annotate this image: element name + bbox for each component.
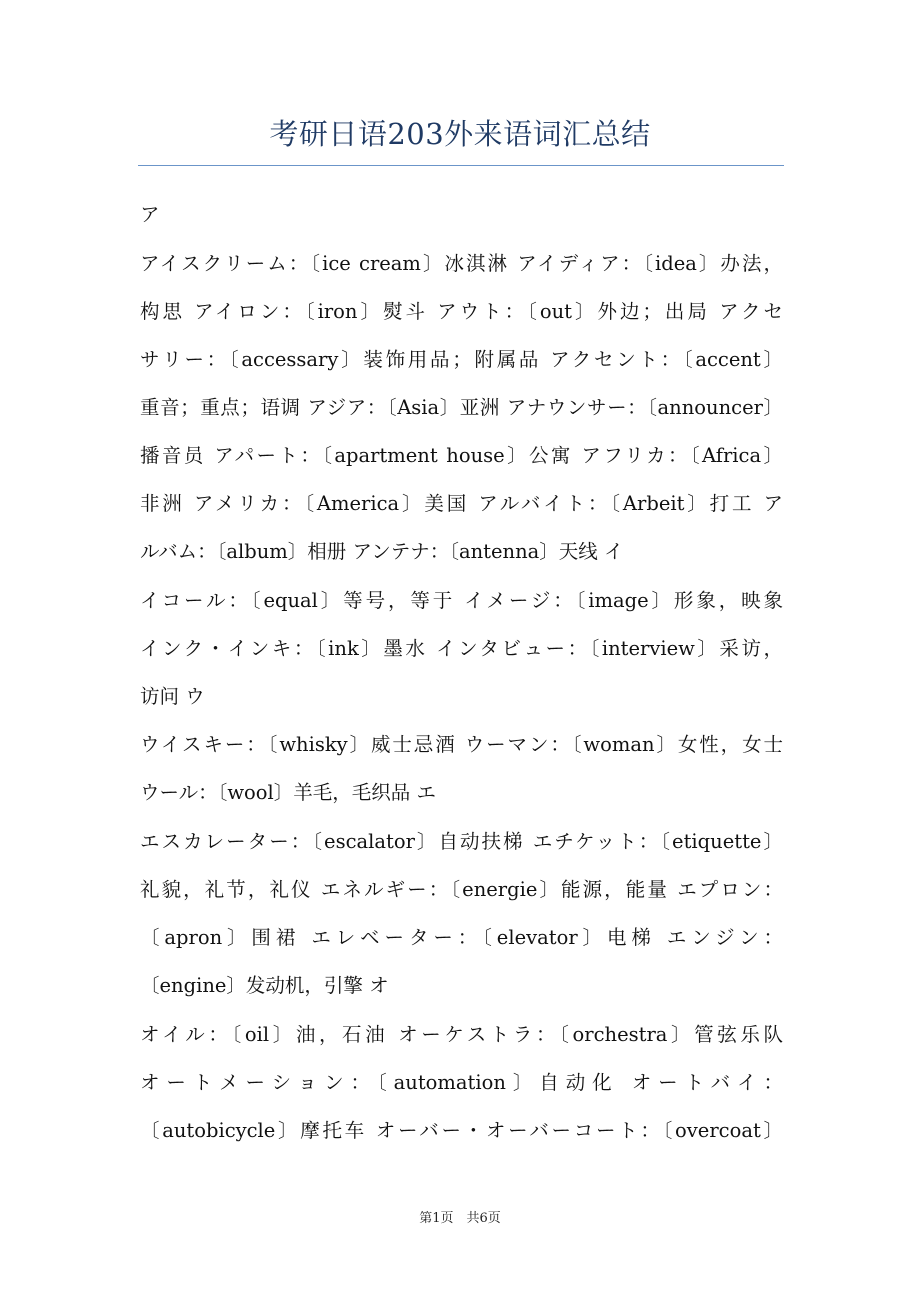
text-line: 构思 アイロン：〔iron〕熨斗 アウト：〔out〕外边；出局 アクセ bbox=[140, 300, 783, 323]
text-line: 重音；重点；语调 アジア：〔Asia〕亚洲 アナウンサー：〔announcer〕 bbox=[140, 396, 783, 419]
text-line: インク・インキ：〔ink〕墨水 インタビュー：〔interview〕采访， bbox=[140, 637, 783, 660]
text-line: 〔apron〕围裙 エレベーター：〔elevator〕电梯 エンジン： bbox=[140, 926, 783, 949]
text-line: 礼貌，礼节，礼仪 エネルギー：〔energie〕能源，能量 エプロン： bbox=[140, 878, 783, 901]
text-line: ウール：〔wool〕羊毛，毛织品 エ bbox=[140, 781, 436, 804]
title-divider bbox=[138, 165, 784, 166]
text-line: 〔engine〕发动机，引擎 オ bbox=[140, 974, 389, 997]
text-line: オートメーション：〔automation〕自动化 オートバイ： bbox=[140, 1071, 783, 1094]
text-line: サリー：〔accessary〕装饰用品；附属品 アクセント：〔accent〕 bbox=[140, 348, 783, 371]
section-heading: ア bbox=[140, 203, 160, 226]
text-line: オイル：〔oil〕油，石油 オーケストラ：〔orchestra〕管弦乐队 bbox=[140, 1023, 783, 1046]
text-line: 非洲 アメリカ：〔America〕美国 アルバイト：〔Arbeit〕打工 ア bbox=[140, 492, 783, 515]
page-number: 第1页 共6页 bbox=[419, 1211, 501, 1226]
document-title: 考研日语203外来语词汇总结 bbox=[269, 117, 651, 151]
text-line: ルバム：〔album〕相册 アンテナ：〔antenna〕天线 イ bbox=[140, 540, 624, 563]
text-line: アイスクリーム：〔ice cream〕冰淇淋 アイディア：〔idea〕办法， bbox=[140, 252, 783, 275]
text-line: ウイスキー：〔whisky〕威士忌酒 ウーマン：〔woman〕女性，女士 bbox=[140, 733, 783, 756]
text-line: 访问 ウ bbox=[140, 685, 205, 708]
text-line: エスカレーター：〔escalator〕自动扶梯 エチケット：〔etiquette〕 bbox=[140, 830, 783, 853]
text-line: イコール：〔equal〕等号，等于 イメージ：〔image〕形象，映象 bbox=[140, 589, 783, 612]
text-line: 播音员 アパート：〔apartment house〕公寓 アフリカ：〔Africa〕 bbox=[140, 444, 783, 467]
text-line: 〔autobicycle〕摩托车 オーバー・オーバーコート：〔overcoat〕 bbox=[140, 1119, 783, 1142]
